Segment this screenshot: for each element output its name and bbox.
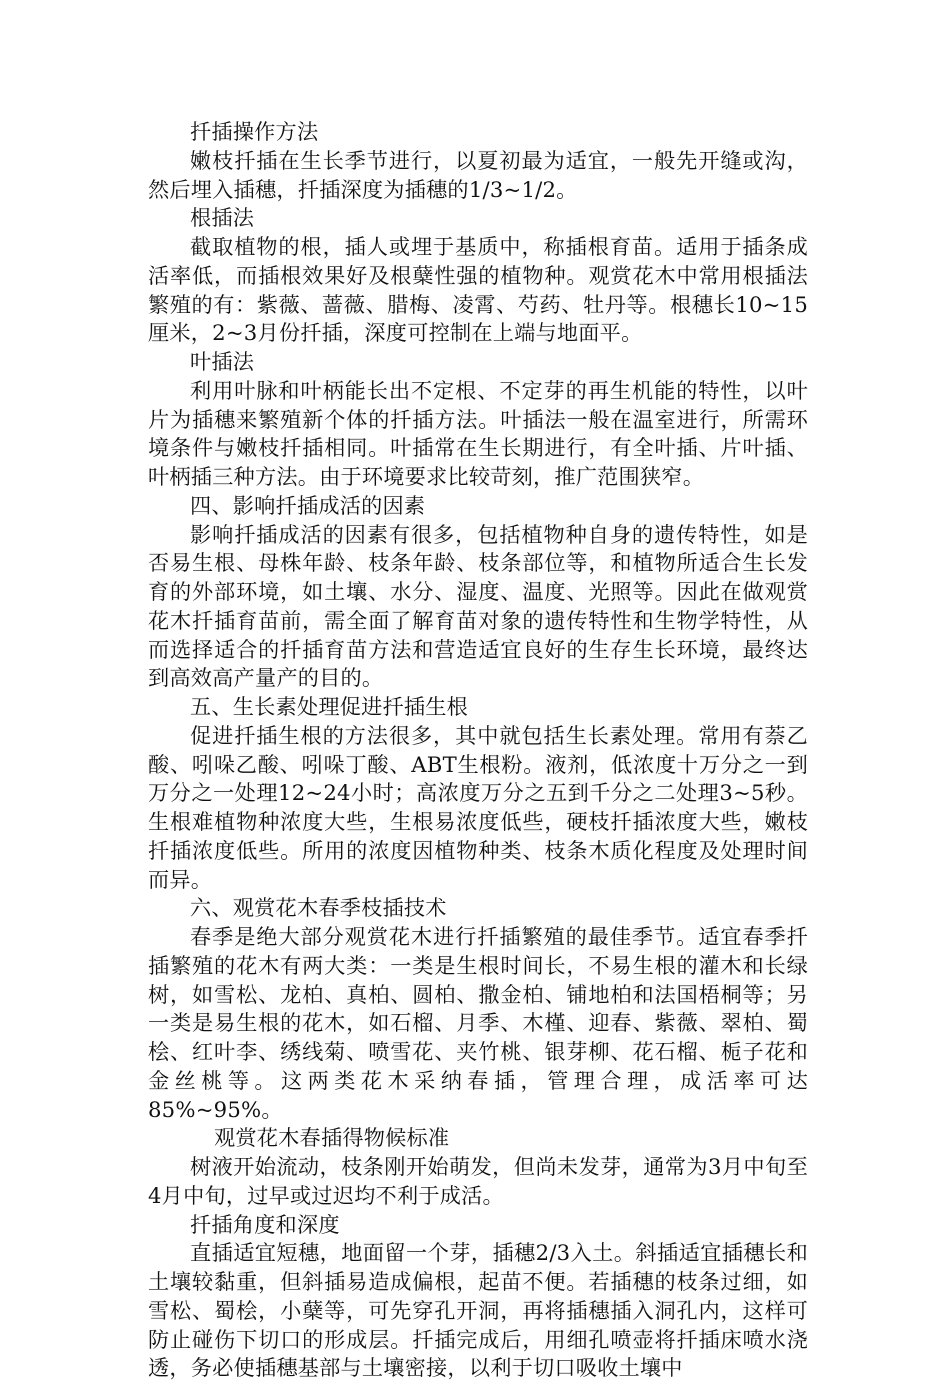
section-heading: 五、生长素处理促进扦插生根 (190, 694, 469, 719)
body-paragraph: 树液开始流动，枝条刚开始萌发，但尚未发芽，通常为3月中旬至4月中旬，过早或过迟均不利于成活。 (148, 1154, 808, 1208)
body-paragraph: 促进扦插生根的方法很多，其中就包括生长素处理。常用有萘乙酸、吲哚乙酸、吲哚丁酸、ABT生根粉。液剂，低浓度十万分之一到万分之一处理12~24小时；高浓度万分之五到千分之二处理3~5秒。生根难植物种浓度大些，生根易浓度低些，硬枝扦插浓度大些，嫩枝扦插浓度低些。所用的浓度因植物种类、枝条木质化程度及处理时间而异。 (148, 722, 808, 892)
body-paragraph: 截取植物的根，插人或埋于基质中，称插根育苗。适用于插条成活率低，而插根效果好及根蘖性强的植物种。观赏花木中常用根插法繁殖的有：紫薇、蔷薇、腊梅、凌霄、芍药、牡丹等。根穗长10~15厘米，2~3月份扦插，深度可控制在上端与地面平。 (148, 234, 808, 346)
body-paragraph: 春季是绝大部分观赏花木进行扦插繁殖的最佳季节。适宜春季扦插繁殖的花木有两大类：一类是生根时间长，不易生根的灌木和长绿树，如雪松、龙柏、真柏、圆柏、撒金柏、铺地柏和法国梧桐等；另一类是易生根的花木，如石榴、月季、木槿、迎春、紫薇、翠柏、蜀桧、红叶李、绣线菊、喷雪花、夹竹桃、银芽柳、花石榴、栀子花和金丝桃等。这两类花木采纳春插，管理合理，成活率可达85%~95%。 (148, 924, 808, 1122)
body-paragraph: 利用叶脉和叶柄能长出不定根、不定芽的再生机能的特性，以叶片为插穗来繁殖新个体的扦插方法。叶插法一般在温室进行，所需环境条件与嫩枝扦插相同。叶插常在生长期进行，有全叶插、片叶插、叶柄插三种方法。由于环境要求比较苛刻，推广范围狭窄。 (148, 377, 808, 489)
section-heading: 四、影响扦插成活的因素 (190, 492, 426, 518)
section-heading: 扦插角度和深度 (190, 1211, 340, 1237)
body-paragraph: 影响扦插成活的因素有很多，包括植物种自身的遗传特性，如是否易生根、母株年龄、枝条年龄、枝条部位等，和植物所适合生长发育的外部环境，如土壤、水分、湿度、温度、光照等。因此在做观赏花木扦插育苗前，需全面了解育苗对象的遗传特性和生物学特性，从而选择适合的扦插育苗方法和营造适宜良好的生存生长环境，最终达到高效高产量产的目的。 (148, 521, 808, 691)
body-paragraph: 嫩枝扦插在生长季节进行，以夏初最为适宜，一般先开缝或沟，然后埋入插穗，扦插深度为插穗的1/3~1/2。 (148, 147, 808, 202)
body-paragraph: 直插适宜短穗，地面留一个芽，插穗2/3入土。斜插适宜插穗长和土壤较黏重，但斜插易造成偏根，起苗不便。若插穗的枝条过细，如雪松、蜀桧，小蘖等，可先穿孔开洞，再将插穗插入洞孔内，这样可防止碰伤下切口的形成层。扦插完成后，用细孔喷壶将扦插床喷水浇透，务必使插穗基部与土壤密接，以利于切口吸收土壤中 (148, 1240, 808, 1381)
section-heading: 叶插法 (190, 349, 255, 374)
section-heading: 六、观赏花木春季枝插技术 (190, 895, 447, 921)
document-body (148, 118, 808, 1383)
section-heading: 扦插操作方法 (190, 119, 319, 144)
subsection-heading: 观赏花木春插得物候标准 (214, 1125, 450, 1151)
section-heading: 根插法 (190, 205, 255, 231)
